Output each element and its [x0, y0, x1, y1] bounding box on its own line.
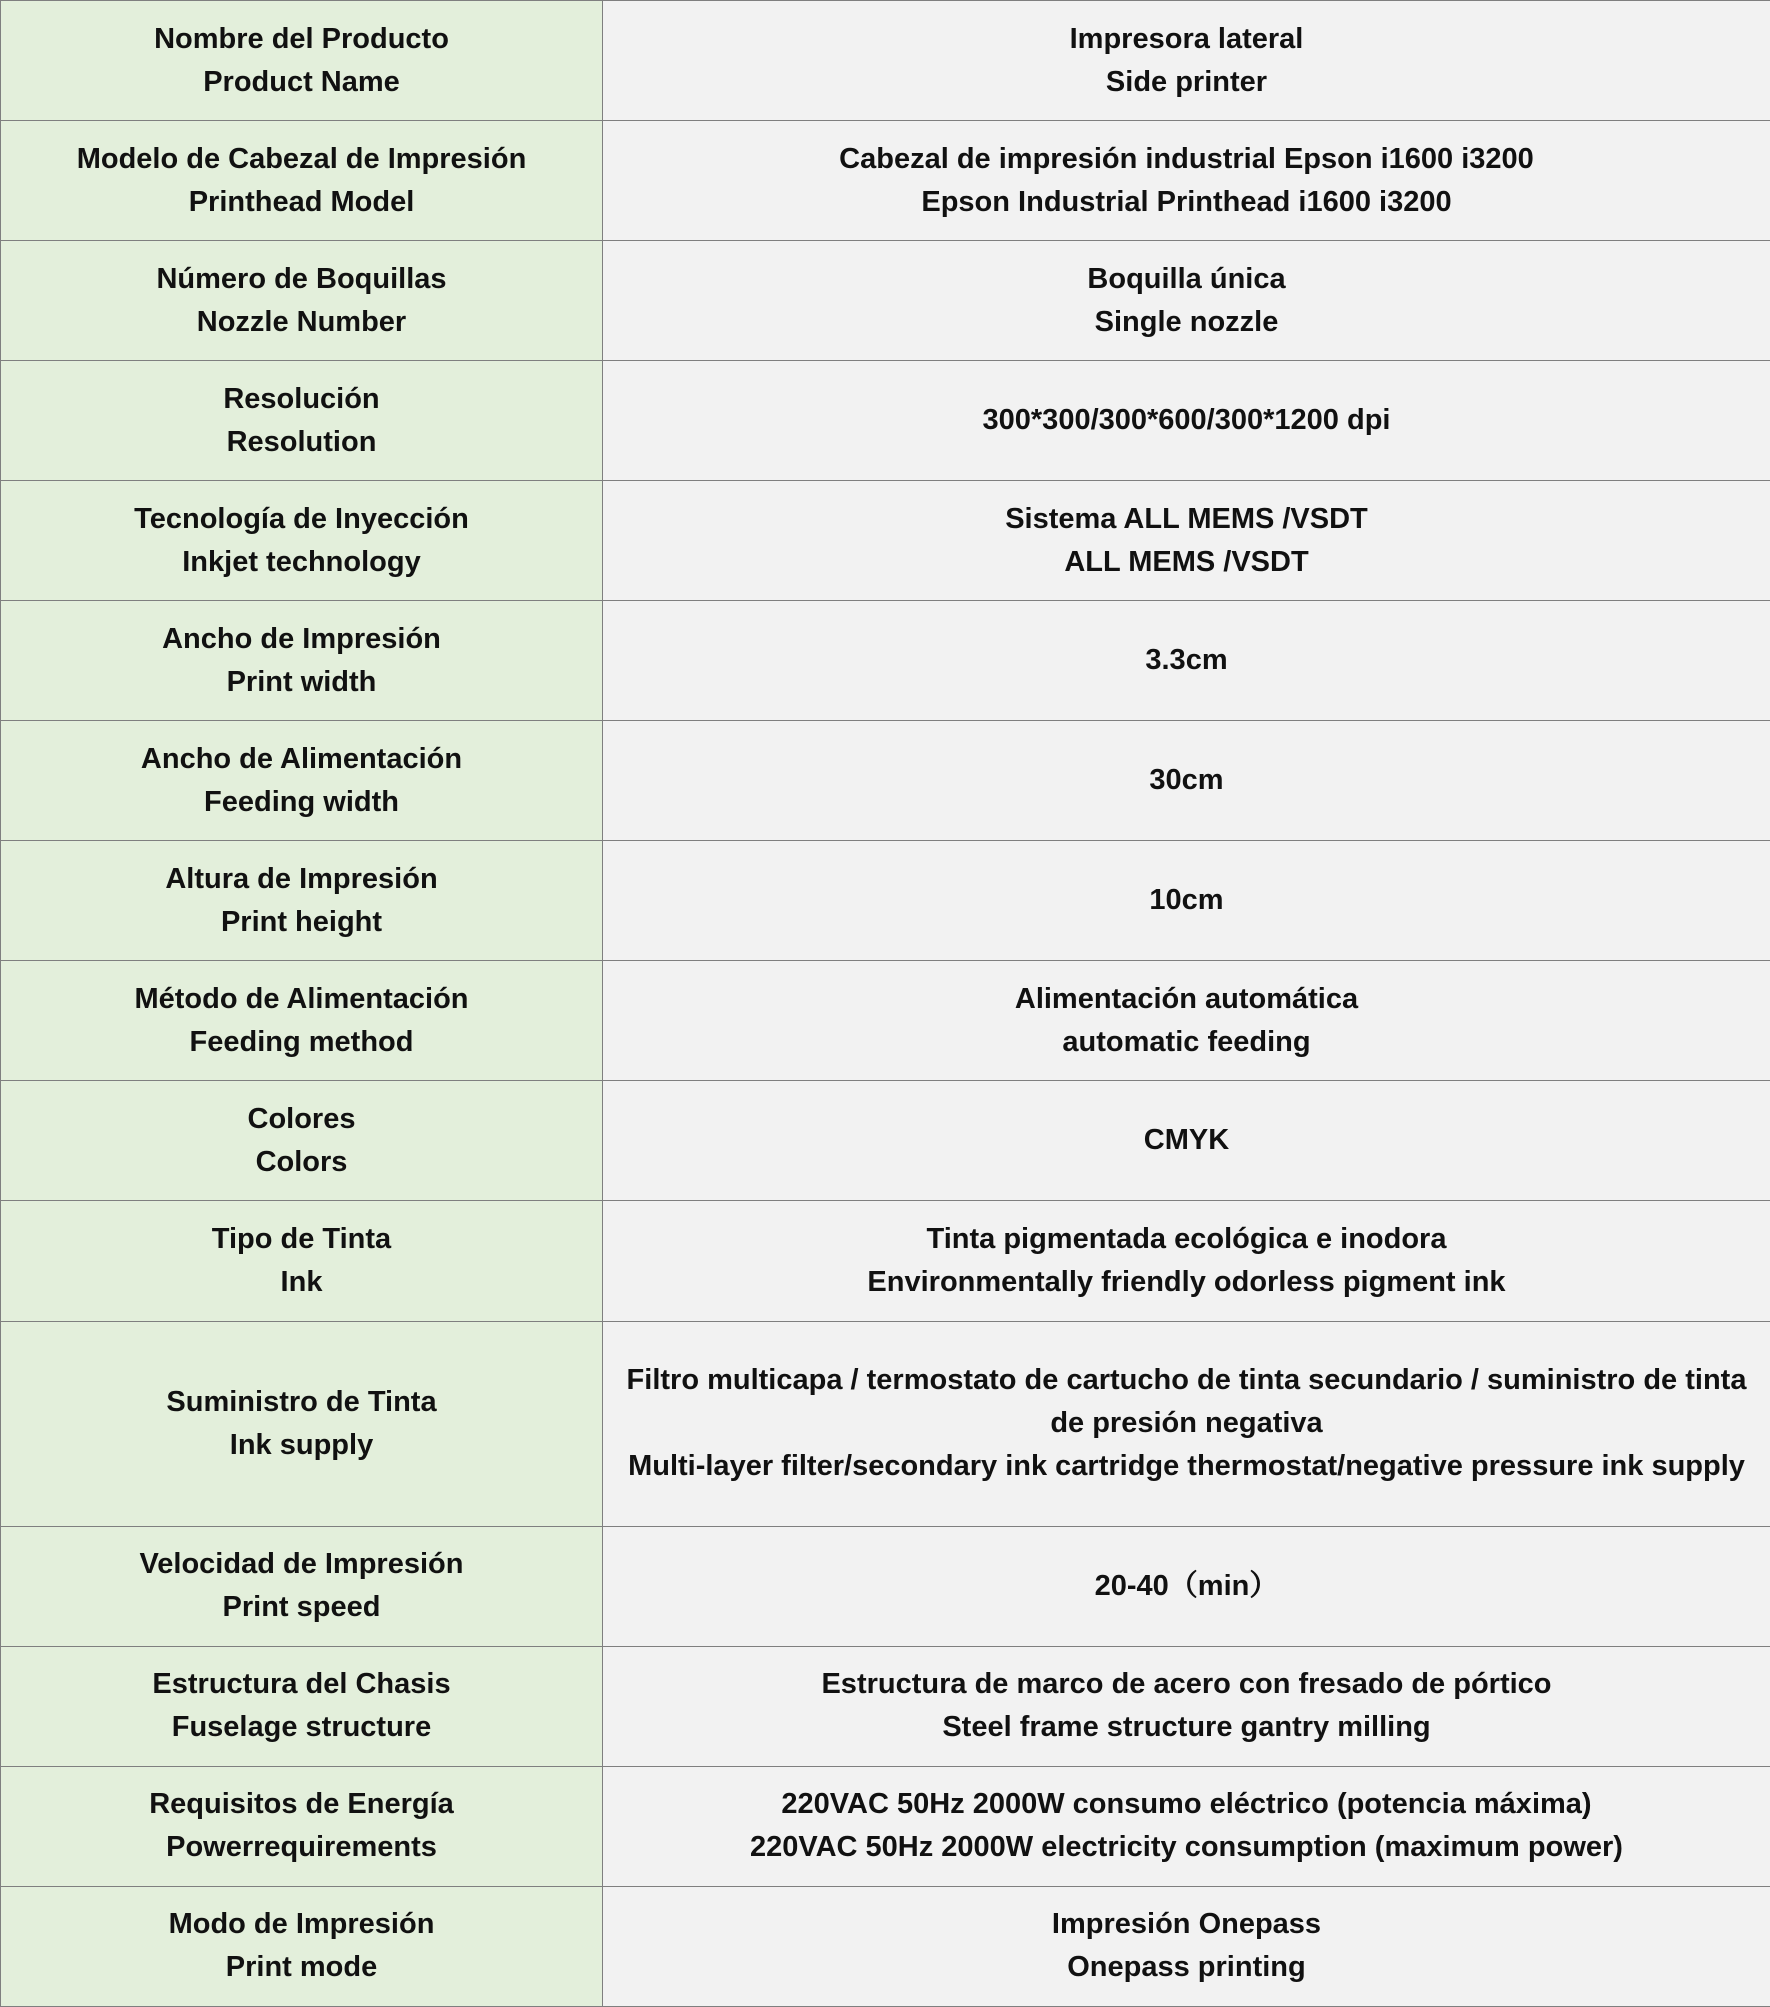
spec-value-line: Cabezal de impresión industrial Epson i1600 i3200	[839, 142, 1534, 175]
spec-value-cell	[603, 1321, 1770, 1526]
spec-value-line: 10cm	[1149, 884, 1224, 917]
spec-label-spanish: Número de Boquillas	[156, 262, 447, 295]
spec-label-cell	[1, 1526, 603, 1646]
spec-label-cell	[1, 1081, 603, 1201]
spec-label-english: Nozzle Number	[196, 305, 407, 338]
spec-value-line: Environmentally friendly odorless pigment ink	[867, 1265, 1506, 1298]
spec-value-line: 220VAC 50Hz 2000W consumo eléctrico (potencia máxima)	[781, 1788, 1592, 1821]
spec-label-english: Powerrequirements	[166, 1831, 437, 1864]
spec-label-cell	[1, 961, 603, 1081]
spec-value-line: de presión negativa	[1050, 1407, 1323, 1440]
spec-value-line: Impresión Onepass	[1051, 1908, 1322, 1941]
spec-row	[1, 841, 1770, 961]
spec-value-cell	[603, 1081, 1770, 1201]
spec-label-english: Ink supply	[229, 1428, 374, 1461]
spec-value-cell	[603, 721, 1770, 841]
spec-value-cell	[603, 1, 1770, 121]
spec-value-line: Steel frame structure gantry milling	[942, 1711, 1431, 1744]
spec-row	[1, 121, 1770, 241]
spec-label-english: Product Name	[203, 65, 400, 98]
spec-label-cell	[1, 241, 603, 361]
spec-value-line: 220VAC 50Hz 2000W electricity consumption (maximum power)	[750, 1831, 1623, 1864]
spec-table-body	[1, 1, 1770, 2007]
spec-label-spanish: Suministro de Tinta	[166, 1385, 437, 1418]
spec-row	[1, 1321, 1770, 1526]
spec-label-cell	[1, 601, 603, 721]
spec-label-cell	[1, 1646, 603, 1766]
spec-label-english: Feeding width	[204, 785, 399, 818]
spec-label-spanish: Modelo de Cabezal de Impresión	[76, 142, 527, 175]
spec-label-cell	[1, 1201, 603, 1321]
spec-label-spanish: Requisitos de Energía	[149, 1788, 454, 1821]
spec-label-english: Print width	[226, 665, 377, 698]
spec-label-english: Ink	[280, 1265, 323, 1298]
spec-row	[1, 241, 1770, 361]
spec-value-line: Alimentación automática	[1014, 982, 1359, 1015]
spec-label-cell	[1, 361, 603, 481]
spec-label-cell	[1, 1321, 603, 1526]
spec-label-spanish: Ancho de Alimentación	[140, 742, 463, 775]
spec-row	[1, 1646, 1770, 1766]
spec-value-line: 30cm	[1149, 764, 1224, 797]
spec-label-english: Print height	[220, 905, 383, 938]
spec-label-english: Print mode	[225, 1951, 378, 1984]
spec-value-cell	[603, 361, 1770, 481]
spec-value-cell	[603, 241, 1770, 361]
spec-label-cell	[1, 121, 603, 241]
spec-value-cell	[603, 1886, 1770, 2006]
spec-label-english: Fuselage structure	[171, 1711, 432, 1744]
spec-row	[1, 1766, 1770, 1886]
spec-value-line: ALL MEMS /VSDT	[1064, 545, 1309, 578]
spec-value-line: Impresora lateral	[1069, 22, 1304, 55]
spec-label-spanish: Modo de Impresión	[168, 1908, 435, 1941]
spec-value-cell	[603, 1646, 1770, 1766]
spec-label-spanish: Resolución	[223, 382, 380, 415]
spec-value-line: 300*300/300*600/300*1200 dpi	[982, 404, 1391, 437]
spec-value-line: 20-40（min）	[1094, 1569, 1279, 1602]
spec-value-cell	[603, 601, 1770, 721]
spec-row	[1, 361, 1770, 481]
spec-row	[1, 1, 1770, 121]
spec-value-line: Multi-layer filter/secondary ink cartridge thermostat/negative pressure ink supply	[628, 1450, 1745, 1483]
spec-value-cell	[603, 121, 1770, 241]
spec-row	[1, 481, 1770, 601]
spec-value-cell	[603, 1526, 1770, 1646]
spec-label-english: Printhead Model	[188, 185, 415, 218]
spec-label-spanish: Nombre del Producto	[154, 22, 449, 55]
spec-row	[1, 1081, 1770, 1201]
spec-value-line: Epson Industrial Printhead i1600 i3200	[921, 185, 1452, 218]
spec-label-english: Feeding method	[189, 1025, 414, 1058]
spec-label-spanish: Tecnología de Inyección	[134, 502, 469, 535]
spec-value-line: Tinta pigmentada ecológica e inodora	[926, 1222, 1447, 1255]
spec-value-line: Boquilla única	[1087, 262, 1286, 295]
spec-row	[1, 1201, 1770, 1321]
spec-value-line: Side printer	[1105, 65, 1268, 98]
spec-row	[1, 961, 1770, 1081]
spec-label-spanish: Ancho de Impresión	[162, 622, 441, 655]
spec-row	[1, 601, 1770, 721]
spec-value-cell	[603, 961, 1770, 1081]
spec-value-cell	[603, 481, 1770, 601]
spec-value-line: automatic feeding	[1062, 1025, 1311, 1058]
spec-value-line: Onepass printing	[1067, 1951, 1306, 1984]
spec-value-line: CMYK	[1143, 1124, 1230, 1157]
spec-label-spanish: Altura de Impresión	[165, 862, 438, 895]
spec-value-cell	[603, 1766, 1770, 1886]
spec-label-english: Colors	[255, 1145, 348, 1178]
spec-label-english: Resolution	[226, 425, 377, 458]
spec-value-line: Single nozzle	[1094, 305, 1279, 338]
spec-label-spanish: Estructura del Chasis	[152, 1668, 451, 1701]
spec-label-cell	[1, 481, 603, 601]
spec-row	[1, 1886, 1770, 2006]
spec-label-cell	[1, 841, 603, 961]
spec-label-spanish: Colores	[247, 1102, 356, 1135]
spec-value-cell	[603, 1201, 1770, 1321]
spec-label-cell	[1, 1, 603, 121]
spec-value-line: 3.3cm	[1145, 644, 1228, 677]
spec-label-english: Print speed	[222, 1591, 381, 1624]
spec-value-line: Estructura de marco de acero con fresado de pórtico	[821, 1668, 1552, 1701]
spec-value-cell	[603, 841, 1770, 961]
spec-value-line: Filtro multicapa / termostato de cartucho de tinta secundario / suministro de tinta	[626, 1364, 1747, 1397]
spec-label-cell	[1, 1886, 603, 2006]
spec-label-cell	[1, 1766, 603, 1886]
spec-label-spanish: Método de Alimentación	[134, 982, 469, 1015]
spec-row	[1, 721, 1770, 841]
spec-label-spanish: Tipo de Tinta	[211, 1222, 392, 1255]
spec-value-line: Sistema ALL MEMS /VSDT	[1005, 502, 1368, 535]
spec-label-english: Inkjet technology	[182, 545, 421, 578]
spec-label-spanish: Velocidad de Impresión	[139, 1548, 464, 1581]
spec-label-cell	[1, 721, 603, 841]
spec-row	[1, 1526, 1770, 1646]
